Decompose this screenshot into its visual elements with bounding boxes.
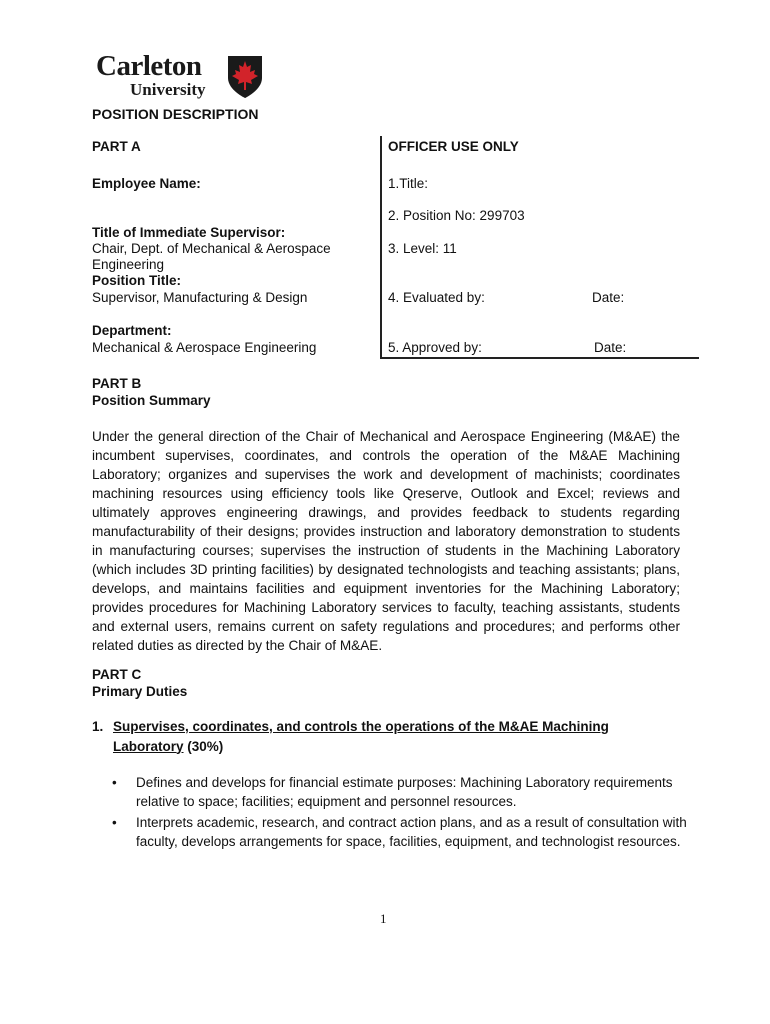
list-item: • Defines and develops for financial estimate purposes: Machining Laboratory requirements relative to space; facilities; equipment and personnel resources. — [112, 773, 687, 811]
duty-1-title-text: Supervises, coordinates, and controls the operations of the M&AE Machining Laboratory — [113, 719, 609, 754]
officer-use-label: OFFICER USE ONLY — [388, 139, 519, 154]
part-c-label: PART C — [92, 667, 142, 682]
officer-level: 3. Level: 11 — [388, 241, 457, 256]
officer-column-bottom-rule — [380, 357, 699, 359]
duty-1-title — [92, 717, 652, 756]
duty-1-percentage: (30%) — [187, 738, 224, 754]
officer-evaluated-date: Date: — [592, 290, 625, 305]
page-number: 1 — [380, 911, 387, 926]
officer-evaluated-by: 4. Evaluated by: — [388, 290, 485, 305]
duty-1-bullet-list — [112, 773, 687, 853]
primary-duties-heading: Primary Duties — [92, 684, 188, 699]
list-item: • Interprets academic, research, and contract action plans, and as a result of consultation with faculty, develops arrangements for space, facilities, equipment, and technologist resources. — [112, 813, 687, 851]
duty-1-number: 1. — [92, 719, 104, 734]
position-summary-heading: Position Summary — [92, 393, 211, 408]
officer-title-field: 1.Title: — [388, 176, 429, 191]
part-a-label: PART A — [92, 139, 141, 154]
logo-subtitle: University — [130, 80, 206, 99]
position-title-value: Supervisor, Manufacturing & Design — [92, 290, 308, 305]
department-value: Mechanical & Aerospace Engineering — [92, 340, 317, 355]
maple-leaf-shield-icon — [226, 54, 264, 100]
officer-column-divider — [380, 136, 382, 358]
officer-position-no: 2. Position No: 299703 — [388, 208, 525, 223]
officer-approved-by: 5. Approved by: — [388, 340, 482, 355]
supervisor-value-line2: Engineering — [92, 257, 165, 272]
part-b-label: PART B — [92, 376, 142, 391]
supervisor-label: Title of Immediate Supervisor: — [92, 225, 286, 240]
position-title-label: Position Title: — [92, 273, 182, 288]
department-label: Department: — [92, 323, 172, 338]
page-title: POSITION DESCRIPTION — [92, 106, 259, 122]
officer-approved-date: Date: — [594, 340, 627, 355]
logo-wordmark: Carleton — [96, 50, 202, 82]
employee-name-label: Employee Name: — [92, 176, 201, 191]
supervisor-value-line1: Chair, Dept. of Mechanical & Aerospace — [92, 241, 331, 256]
position-summary-text: Under the general direction of the Chair of Mechanical and Aerospace Engineering (M&AE) the incumbent supervises, coordinates, and controls the operation of the M&AE Machining Laboratory; organizes and supervises the work and development of machinists; coordinates machining resources using efficiency tools like Qreserve, Outlook and Excel; reviews and ultimately approves engineering drawings, and provides feedback to students regarding manufacturability of their designs; provides instruction and laboratory demonstration to students in manufacturing courses; supervises the instruction of students in the Machining Laboratory (which includes 3D printing facilities) by designated technologists and teaching assistants; plans, develops, and maintains facilities and equipment inventories for the Machining Laboratory; provides procedures for Machining Laboratory services to faculty, teaching assistants, students and external users, remains current on safety regulations and procedures; and performs other related duties as directed by the Chair of M&AE. — [92, 429, 680, 653]
